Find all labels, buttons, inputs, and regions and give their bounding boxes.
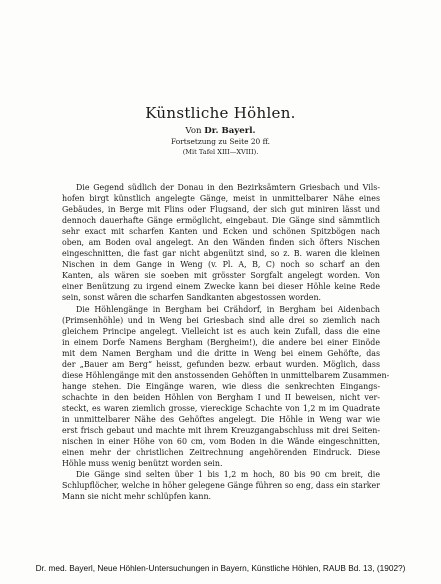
article-title: Künstliche Höhlen.	[145, 104, 296, 122]
text-line: erst frisch gebaut und machte mit ihrem Kreuzgangabschluss mit drei Seiten-	[62, 426, 380, 436]
text-line: nischen in einer Höhe von 60 cm, vom Boden in die Wände eingeschnitten,	[62, 437, 380, 447]
text-line: hange stehen. Die Eingänge waren, wie diess die senkrechten Eingangs-	[62, 381, 380, 391]
source-caption: Dr. med. Bayerl, Neue Höhlen-Untersuchungen in Bayern, Künstliche Höhlen, RAUB Bd. 13, (1902?)	[35, 563, 406, 573]
text-line: gleichem Principe angelegt. Vielleicht ist es auch kein Zufall, dass die eine	[62, 326, 380, 336]
text-line: Nischen in dem Gange in Weng (v. Pl. A, B, C) noch so scharf an den	[62, 260, 380, 270]
text-line: dennoch dauerhafte Gänge ermöglicht, eingebaut. Die Gänge sind sämmtlich	[62, 216, 380, 226]
text-line: sein, sonst wären die scharfen Sandkanten abgestossen worden.	[62, 293, 322, 303]
text-line: Die Höhlengänge in Bergham bei Crähdorf, in Bergham bei Aidenbach	[76, 304, 380, 314]
text-line: Schlupflöcher, welche in höher gelegene Gänge führen so eng, dass ein starker	[62, 481, 380, 491]
text-line: Die Gänge sind selten über 1 bis 1,2 m hoch, 80 bis 90 cm breit, die	[76, 470, 380, 480]
text-line: Höhle muss wenig benützt worden sein.	[62, 459, 223, 469]
text-line: einer Benützung zu irgend einem Zwecke kann bei dieser Höhle keine Rede	[62, 282, 380, 292]
text-line: (Primsenhöhle) und in Weng bei Griesbach sind alle drei so ziemlich nach	[62, 315, 380, 325]
text-line: eingeschnitten, die fast gar nicht abgenützt sind, so z. B. waren die kleinen	[62, 249, 380, 259]
plates-note: (Mit Tafel XIII—XVIII).	[182, 148, 259, 156]
text-line: sehr exact mit scharfen Kanten und Ecken und schönen Spitzbögen nach	[62, 227, 380, 237]
author-line	[0, 126, 441, 136]
text-line: steckt, es waren ziemlich grosse, viereckige Schachte von 1,2 m im Quadrate	[62, 403, 380, 413]
text-line: Die Gegend südlich der Donau in den Bezirksämtern Griesbach und Vils-	[76, 183, 380, 192]
text-line: einen mehr der christlichen Zeitrechnung angehörenden Eindruck. Diese	[62, 448, 380, 458]
author-prefix: Von	[185, 126, 202, 136]
text-line: der „Bauer am Berg“ heisst, gefunden bezw. erbaut wurden. Möglich, dass	[62, 359, 380, 369]
author-name: Dr. Bayerl.	[204, 126, 256, 136]
text-line: hofen birgt künstlich angelegte Gänge, meist in unmittelbarer Nähe eines	[62, 194, 380, 204]
continuation-note: Fortsetzung zu Seite 20 ff.	[171, 137, 270, 146]
text-line: schachte in den beiden Höhlen von Bergham I und II beweisen, nicht ver-	[62, 392, 380, 402]
text-line: diese Höhlengänge mit den anstossenden Gehöften in unmittelbarem Zusammen-	[62, 370, 390, 380]
text-line: oben, am Boden oval angelegt. An den Wänden finden sich öfters Nischen	[62, 238, 380, 248]
text-line: mit dem Namen Bergham und die dritte in Weng bei einem Gehöfte, das	[62, 348, 380, 358]
text-line: Kanten, als wären sie soeben mit grösster Sorgfalt angelegt worden. Von	[62, 271, 380, 281]
text-line: Gebäudes, in Berge mit Flins oder Flugsand, der sich gut miniren lässt und	[62, 205, 380, 215]
text-line: in unmittelbarer Nähe des Gehöftes angelegt. Die Höhle in Weng war wie	[62, 414, 380, 424]
text-line: in einem Dorfe Namens Bergham (Bergheim!), die andere bei einer Einöde	[62, 337, 380, 347]
article-body	[62, 182, 390, 502]
text-line: Mann sie nicht mehr schlüpfen kann.	[62, 492, 212, 502]
